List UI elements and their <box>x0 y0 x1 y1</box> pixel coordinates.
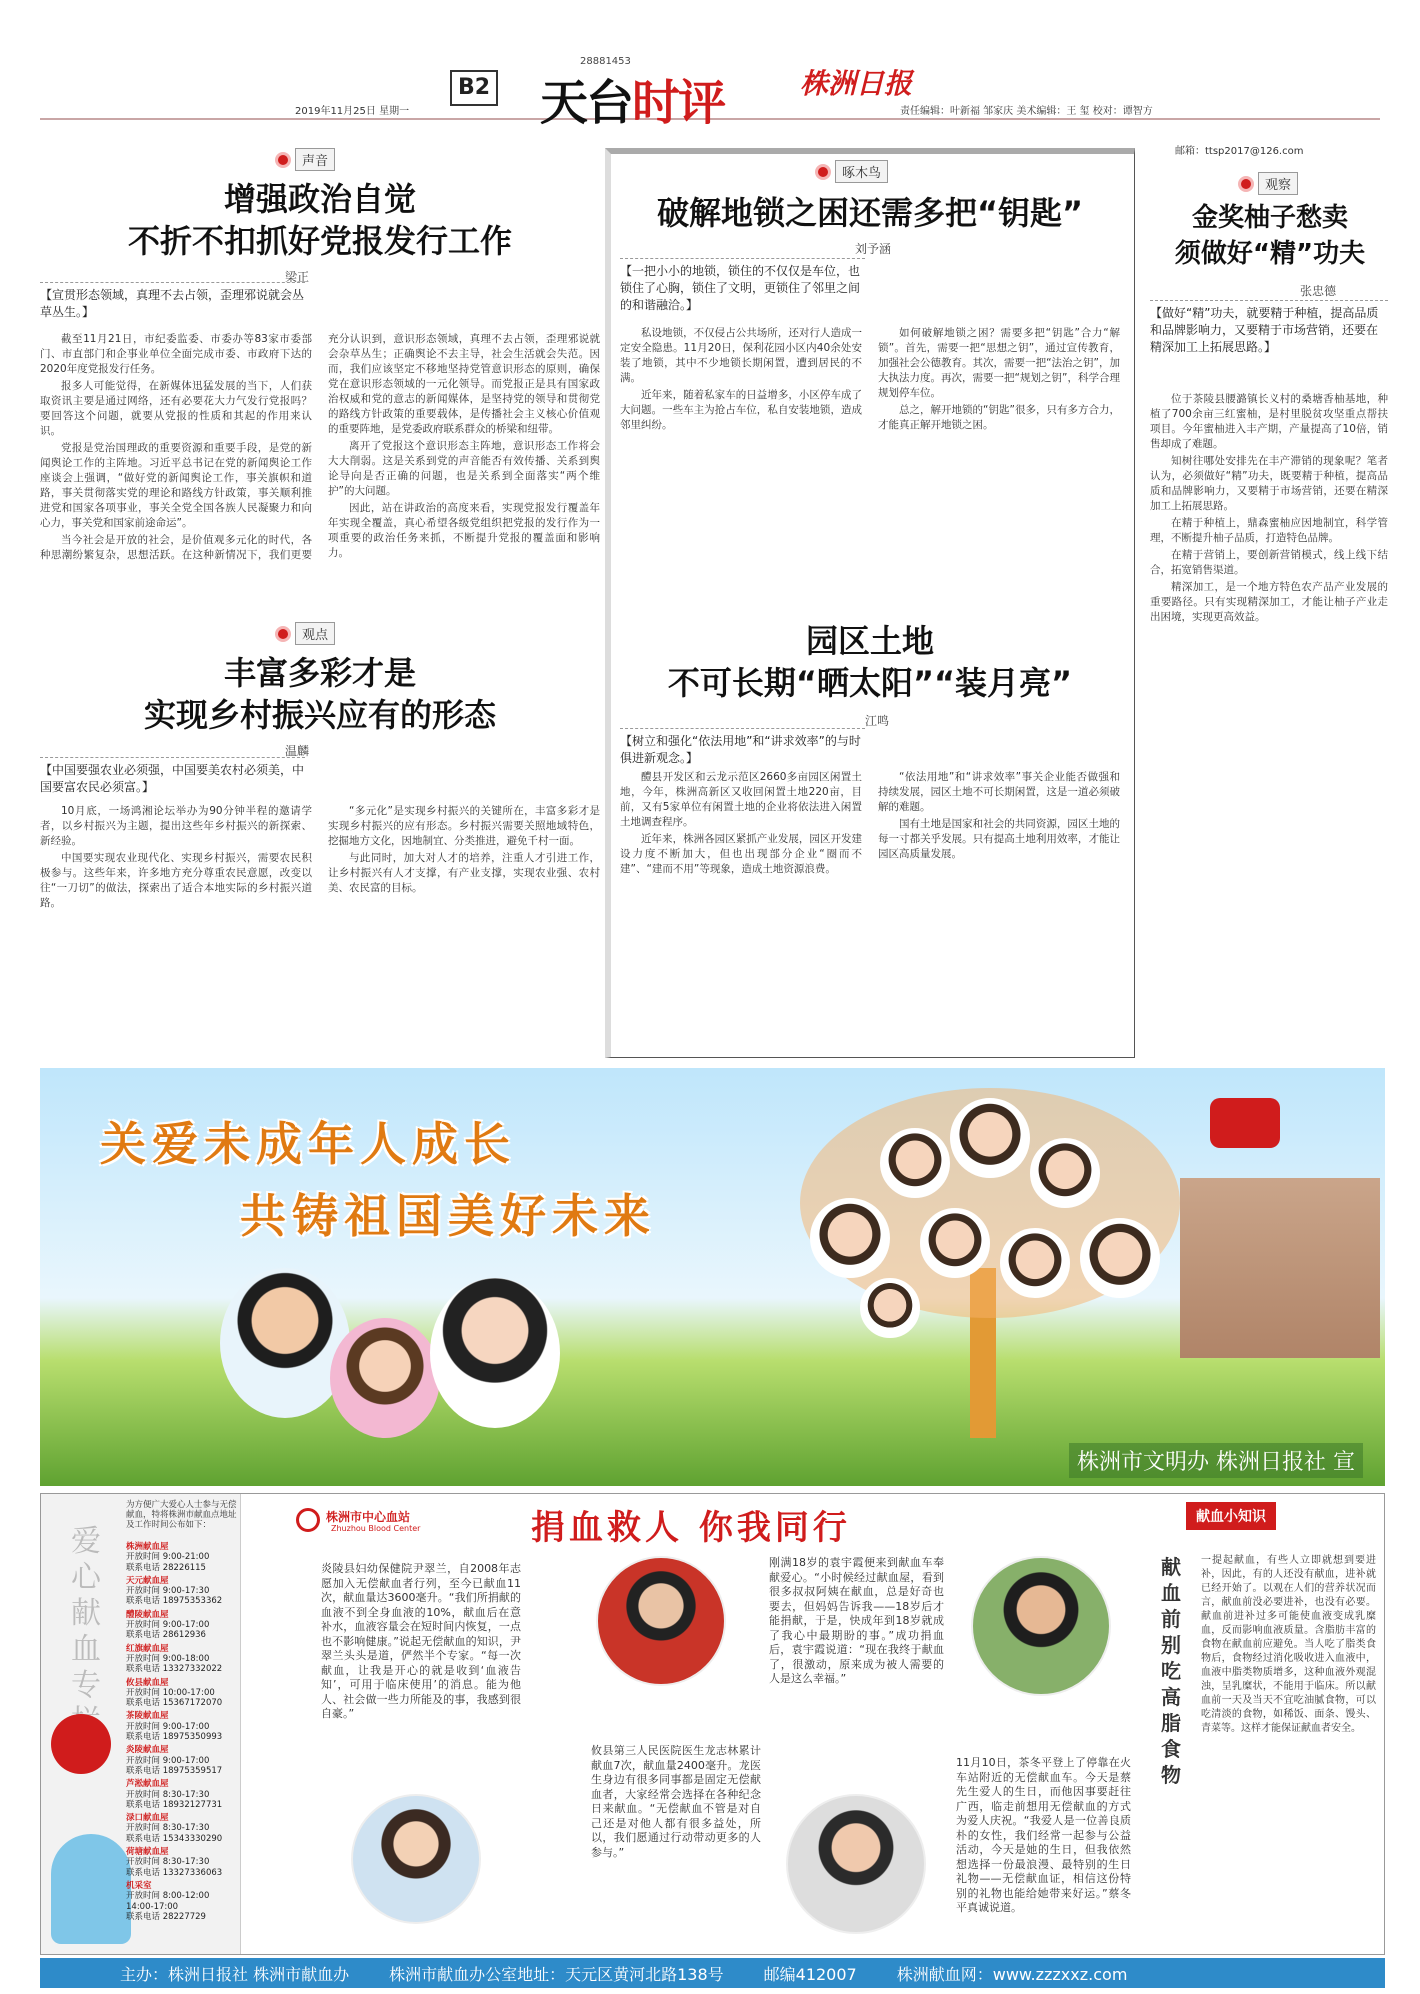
station-list <box>126 1542 238 1925</box>
station-hours: 开放时间 9:00-18:00 <box>126 1653 210 1664</box>
tree-face <box>920 1208 990 1278</box>
station-name: 芦淞献血屋 <box>126 1779 169 1790</box>
station-name: 炎陵献血屋 <box>126 1745 169 1756</box>
station-hours: 开放时间 8:00-12:00 14:00-17:00 <box>126 1891 210 1912</box>
station-name: 渌口献血屋 <box>126 1813 169 1824</box>
editor-credits: 责任编辑：叶新福 邹家庆 美术编辑：王 玺 校对：谭智方 <box>900 106 1153 117</box>
station-name: 荷塘献血屋 <box>126 1847 169 1858</box>
article5-author: 张忠德 <box>1300 284 1337 298</box>
station-phone: 联系电话 28612936 <box>126 1630 206 1641</box>
article3-lead: 【一把小小的地锁，锁住的不仅仅是车位，也锁住了心胸，锁住了文明，更锁住了邻里之间的和谐融洽。】 <box>620 258 865 314</box>
issue-date: 2019年11月25日 星期一 <box>295 106 410 117</box>
paragraph: 近年来，株洲各园区紧抓产业发展，园区开发建设力度不断加大，但也出现部分企业“圈而不建”、“建而不用”等现象，造成土地资源浪费。 <box>620 833 862 875</box>
newspaper-logo: 株洲日报 <box>800 67 913 100</box>
station-item <box>126 1881 238 1922</box>
paragraph: “多元化”是实现乡村振兴的关键所在，丰富多彩才是实现乡村振兴的应有形态。乡村振兴需要关照地域特色，挖掘地方文化，因地制宜、分类推进，避免千村一面。 <box>328 805 600 847</box>
tree-face <box>1000 1228 1070 1298</box>
tip-heading: 献血前别吃高脂食物 <box>1161 1555 1181 1787</box>
station-name: 醴陵献血屋 <box>126 1609 169 1620</box>
paragraph: 党报是党治国理政的重要资源和重要手段，是党的新闻舆论工作的主阵地。习近平总书记在党的新闻舆论工作座谈会上强调，“做好党的新闻舆论工作，事关旗帜和道路，事关贯彻落实党的理论和路线方针政策，事关顺利推进党和国家各项事业，事关全党全国各族人民凝聚力和向心力，事关党和国家前途命运”。 <box>40 442 312 529</box>
station-phone: 联系电话 18932127731 <box>126 1799 223 1810</box>
article5-tag: 观察 <box>1238 172 1298 195</box>
article4-lead: 【树立和强化“依法用地”和“讲求效率”的与时俱进新观念。】 <box>620 728 865 767</box>
contact-email: 邮箱：ttsp2017@126.com <box>1175 146 1304 157</box>
article2-author: 温麟 <box>285 744 310 758</box>
article2-body <box>40 804 600 1054</box>
article4-title: 园区土地 不可长期“晒太阳”“装月亮” <box>667 622 1073 702</box>
tree-face <box>950 1098 1030 1178</box>
section-name-1: 天台 <box>540 75 633 131</box>
section-name-2: 时评 <box>632 75 725 131</box>
mascot-illustration <box>51 1834 131 1944</box>
station-hours: 开放时间 9:00-17:30 <box>126 1586 210 1597</box>
tree-face <box>880 1128 950 1198</box>
station-name: 茶陵献血屋 <box>126 1711 169 1722</box>
article3-author: 刘予涵 <box>855 242 892 256</box>
tree-face <box>1080 1218 1160 1298</box>
station-item <box>126 1610 238 1641</box>
station-hours: 开放时间 9:00-17:00 <box>126 1755 210 1766</box>
article4-author: 江鸣 <box>865 714 890 728</box>
station-name: 红旗献血屋 <box>126 1643 169 1654</box>
page-code: B2 <box>450 70 498 106</box>
article2-lead: 【中国要强农业必须强，中国要美农村必须美，中国要富农民必须富。】 <box>40 757 305 796</box>
station-phone: 联系电话 28226115 <box>126 1562 206 1573</box>
article2-title: 丰富多彩才是 实现乡村振兴应有的形态 <box>143 654 496 734</box>
blood-donation-section <box>40 1493 1385 1955</box>
station-hours: 开放时间 9:00-17:00 <box>126 1620 210 1631</box>
station-phone: 联系电话 13327336063 <box>126 1867 223 1878</box>
paragraph: 10月底，一场鸿湘论坛举办为90分钟半程的邀请学者，以乡村振兴为主题，提出这些年乡村振兴的新探索、新经验。 <box>40 805 312 847</box>
banner-line-2: 共铸祖国美好未来 <box>240 1189 656 1243</box>
section-logo <box>540 64 724 133</box>
tag-dot-icon <box>1238 176 1254 192</box>
article3-tag: 啄木鸟 <box>815 160 888 183</box>
station-phone: 联系电话 13327332022 <box>126 1664 223 1675</box>
story-1: 炎陵县妇幼保健院尹翠兰，自2008年志愿加入无偿献血者行列，至今已献血11次，献血量达3600毫升。“我们所捐献的血液不到全身血液的10%，献血后在意补水，血液容量会在短时间内恢复，一点也不影响健康。”说起无偿献血的知识，尹翠兰头头是道，俨然半个专家。“每一次献血，让我是开心的就是收到‘血液告知’，可用于临床使用’的消息。能为他人、社会做一些力所能及的事，我感到很自豪。” <box>321 1562 521 1720</box>
footer-host: 主办：株洲日报社 株洲市献血办 <box>120 1964 350 1984</box>
blood-slogan: 捐血救人 你我同行 <box>531 1508 851 1548</box>
station-phone: 联系电话 28227729 <box>126 1911 206 1922</box>
station-name: 机采室 <box>126 1880 152 1891</box>
donor-photo-1 <box>351 1794 481 1924</box>
paragraph: 私设地锁，不仅侵占公共场所，还对行人造成一定安全隐患。11月20日，保利花园小区内40余处安装了地锁，其中不少地锁长期闲置，遭到居民的不满。 <box>620 327 862 384</box>
station-item <box>126 1711 238 1742</box>
blood-center-logo-icon <box>296 1508 320 1532</box>
story-4: 11月10日，茶冬平登上了停靠在火车站附近的无偿献血车。今天是蔡先生爱人的生日，而他因事要赶往广西，临走前想用无偿献血的方式为爱人庆祝。“我爱人是一位善良质朴的女性，我们经常一起参与公益活动，今天是她的生日，但我依然想选择一份最浪漫、最特别的生日礼物——无偿献血证，相信这份特别的礼物也能给她带来好运。”蔡冬平真诚说道。 <box>956 1756 1131 1914</box>
station-item <box>126 1576 238 1607</box>
paragraph: 醴县开发区和云龙示范区2660多亩园区闲置土地，今年，株洲高新区又收回闲置土地220亩，目前，又有5家单位有闲置土地的企业将依法进入闲置土地调查程序。 <box>620 771 862 828</box>
article2-tag: 观点 <box>275 622 335 645</box>
footer-postcode: 邮编412007 <box>763 1964 857 1984</box>
blood-column-title: 爱心献血专 <box>71 1524 101 1703</box>
donor-photo-4 <box>971 1556 1111 1696</box>
watering-can-icon <box>1210 1098 1280 1148</box>
paragraph: 在精于营销上，要创新营销模式，线上线下结合，拓宽销售渠道。 <box>1150 549 1388 576</box>
station-hours: 开放时间 8:30-17:30 <box>126 1789 210 1800</box>
paragraph: 国有土地是国家和社会的共同资源，园区土地的每一寸都关乎发展。只有提高土地利用效率，才能让园区高质量发展。 <box>878 818 1120 860</box>
paragraph: 知树往哪处安排先在丰产滞销的现象呢？笔者认为，必须做好“精”功夫，既要精于种植，提高品质和品牌影响力，又要精于市场营销，还要在精深加工上拓展思路。 <box>1150 455 1388 512</box>
station-hours: 开放时间 8:30-17:30 <box>126 1823 210 1834</box>
station-item <box>126 1678 238 1709</box>
paragraph: “依法用地”和“讲求效率”事关企业能否做强和持续发展，园区土地不可长期闲置，这是一道必须破解的难题。 <box>878 771 1120 813</box>
station-item <box>126 1644 238 1675</box>
station-phone: 联系电话 18975353362 <box>126 1596 223 1607</box>
paragraph: 离开了党报这个意识形态主阵地，意识形态工作将会大大削弱。这是关系到党的声音能否有效传播、关系到舆论导向是否正确的问题，也是关系到全面落实“两个维护”的大问题。 <box>328 440 600 497</box>
paragraph: 当今社会是开放的社会，是价值观多元化的时代，各种思潮纷繁复杂，思想活跃。在这种新情况下，我们更要充分认识到，意识形态领域，真理不去占领，歪理邪说就会杂草丛生；正确舆论不去主导，社会生活就会失范。因而，我们应该坚定不移地坚持党管意识形态的原则，确保党在意识形态领域的一元化领导。而党报正是具有国家政治权威和党的意志的新闻媒体，是坚持党的领导和贯彻党的路线方针政策的重要载体，是传播社会主义核心价值观的重要阵地，是党委政府联系群众的桥梁和纽带。 <box>40 333 600 561</box>
paragraph: 与此同时，加大对人才的培养，注重人才引进工作，让乡村振兴有人才支撑，有产业支撑，实现农业强、农村美、农民富的目标。 <box>328 852 600 894</box>
station-hours: 开放时间 8:30-17:30 <box>126 1857 210 1868</box>
paragraph: 在精于种植上，鼎森蜜柚应因地制宜，科学管理，不断提升柚子品质，打造特色品牌。 <box>1150 517 1388 544</box>
article4-body <box>620 770 1120 1050</box>
story-3: 攸县第三人民医院医生龙志林累计献血7次，献血量2400毫升。龙医生身边有很多同事都是固定无偿献血者，大家经常会选择在各种纪念日来献血。“无偿献血不管是对自己还是对他人都有很多益处，所以，我们愿通过行动带动更多的人参与。” <box>591 1744 761 1859</box>
paragraph: 精深加工，是一个地方特色农产品产业发展的重要路径。只有实现精深加工，才能让柚子产业走出困境，实现更高效益。 <box>1150 581 1388 623</box>
house-illustration <box>1180 1178 1380 1358</box>
station-item <box>126 1745 238 1776</box>
tag-dot-icon <box>815 164 831 180</box>
footer-address: 株洲市献血办公室地址：天元区黄河北路138号 <box>389 1964 724 1984</box>
article3-body <box>620 326 1120 616</box>
article1-author: 梁正 <box>285 270 310 284</box>
donor-photo-3 <box>786 1794 926 1934</box>
drop-icon <box>51 1714 111 1774</box>
donor-photo-2 <box>596 1556 726 1686</box>
station-name: 攸县献血屋 <box>126 1677 169 1688</box>
station-item <box>126 1847 238 1878</box>
blood-center-name: 株洲市中心血站 <box>326 1510 411 1524</box>
paragraph: 位于茶陵县腰潞镇长义村的桑塘香柚基地，种植了700余亩三红蜜柚，是村里脱贫攻坚重点帮扶项目。今年蜜柚进入丰产期，产量提高了10倍，销售却成了难题。 <box>1150 393 1388 450</box>
paragraph: 报多人可能觉得，在新媒体迅猛发展的当下，人们获取资讯主要是通过网络，还有必要花大力气发行党报吗？要回答这个问题，就要从党报的性质和其起的作用来认识。 <box>40 380 312 437</box>
mother-illustration <box>430 1278 560 1428</box>
tree-face <box>810 1198 890 1278</box>
station-phone: 联系电话 18975359517 <box>126 1765 223 1776</box>
paragraph: 中国要实现农业现代化、实现乡村振兴，需要农民积极参与。这些年来，许多地方充分尊重农民意愿，改变以往“一刀切”的做法，探索出了适合本地实际的乡村振兴道路。 <box>40 852 312 909</box>
station-phone: 联系电话 15343330290 <box>126 1833 223 1844</box>
story-2: 刚满18岁的袁宇霞便来到献血车奉献爱心。“小时候经过献血屋，看到很多叔叔阿姨在献血，总是好奇也要去，但妈妈告诉我——18岁后才能捐献，于是，快成年到18岁就成了我心中最期盼的事。”成功捐血后，袁宇霞说道：“现在我终于献血了，很激动，原来成为被人需要的人是这么幸福。” <box>769 1556 944 1685</box>
tree-face <box>860 1278 920 1338</box>
paragraph: 总之，解开地锁的“钥匙”很多，只有多方合力，才能真正解开地锁之困。 <box>878 404 1120 431</box>
station-item <box>126 1813 238 1844</box>
child-illustration <box>330 1318 440 1438</box>
article1-lead: 【宣贯形态领域，真理不去占领，歪理邪说就会丛草丛生。】 <box>40 282 305 321</box>
station-item <box>126 1779 238 1810</box>
paragraph: 如何破解地锁之困？需要多把“钥匙”合力“解锁”。首先，需要一把“思想之钥”，通过宣传教育，加强社会公德教育。其次，需要一把“法治之钥”，加大执法力度。再次，需要一把“规划之钥”，科学合理规划停车位。 <box>878 327 1120 399</box>
paragraph: 截至11月21日，市纪委监委、市委办等83家市委部门、市直部门和企事业单位全面完成市委、市政府下达的2020年度党报发行任务。 <box>40 333 312 375</box>
blood-center-en: Zhuzhou Blood Center <box>331 1524 421 1533</box>
tip-body: 一提起献血，有些人立即就想到要进补，因此，有的人还没有献血，进补就已经开始了。以观在人们的营养状况而言，献血前没必要进补，也没有必要。献血前进补过多可能使血液变成乳糜血，反而影响血液质量。含脂肪丰富的食物在献血前应避免。当人吃了脂类食物后，食物经过消化吸收进入血液中，血液中脂类物质增多，这种血液外观混浊，呈乳糜状，不能用于临床。所以献血前一天及当天不宜吃油腻食物，可以吃清淡的食物，如稀饭、面条、馒头、青菜等。这样才能保证献血者安全。 <box>1201 1555 1376 1734</box>
tree-face <box>1030 1138 1100 1208</box>
stations-intro: 为方便广大爱心人士参与无偿献血，特将株洲市献血点地址及工作时间公布如下： <box>126 1500 237 1530</box>
station-hours: 开放时间 9:00-17:00 <box>126 1721 210 1732</box>
article5-lead: 【做好“精”功夫，就要精于种植，提高品质和品牌影响力，又要精于市场营销，还要在精深加工上拓展思路。】 <box>1150 300 1388 356</box>
article1-tag: 声音 <box>275 148 335 171</box>
tag-dot-icon <box>275 152 291 168</box>
station-name: 天元献血屋 <box>126 1575 169 1586</box>
section-phone: 28881453 <box>580 56 631 67</box>
tip-title: 献血小知识 <box>1186 1502 1276 1530</box>
article1-body <box>40 332 600 607</box>
article1-title: 增强政治自觉 不折不扣抓好党报发行工作 <box>127 180 512 260</box>
paragraph: 近年来，随着私家车的日益增多，小区停车成了大问题。一些车主为抢占车位，私自安装地锁，造成邻里纠纷。 <box>620 389 862 431</box>
banner-credit: 株洲市文明办 株洲日报社 宣 <box>1069 1443 1363 1478</box>
station-item <box>126 1542 238 1573</box>
article3-title: 破解地锁之困还需多把“钥匙” <box>656 194 1084 232</box>
article5-body <box>1150 392 1388 1057</box>
station-hours: 开放时间 9:00-21:00 <box>126 1552 210 1563</box>
tag-dot-icon <box>275 626 291 642</box>
public-service-banner <box>40 1068 1385 1486</box>
article5-title: 金奖柚子愁卖 须做好“精”功夫 <box>1174 203 1366 269</box>
station-phone: 联系电话 18975350993 <box>126 1732 223 1743</box>
footer-website[interactable]: 株洲献血网：www.zzzxxz.com <box>896 1964 1128 1984</box>
paragraph: 因此，站在讲政治的高度来看，实现党报发行覆盖年年实现全覆盖，真心希望各级党组织把党报的发行作为一项重要的政治任务来抓，不断提升党报的覆盖面和影响力。 <box>328 502 600 559</box>
station-hours: 开放时间 10:00-17:00 <box>126 1687 215 1698</box>
father-illustration <box>220 1268 350 1418</box>
page-footer <box>40 1958 1385 1988</box>
station-name: 株洲献血屋 <box>126 1542 169 1552</box>
banner-line-1: 关爱未成年人成长 <box>100 1117 516 1171</box>
station-phone: 联系电话 15367172070 <box>126 1698 223 1709</box>
